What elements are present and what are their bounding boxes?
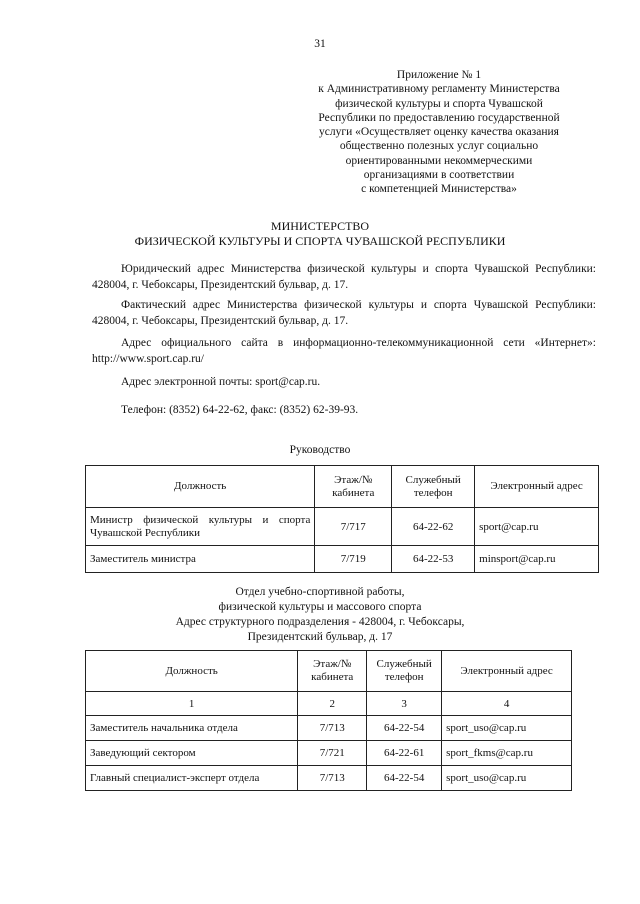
cell-phone: 64-22-53 [392, 546, 475, 573]
table-row [86, 766, 572, 791]
cell-phone: 64-22-62 [392, 508, 475, 546]
annex-line: Республики по предоставлению государственной [318, 111, 560, 124]
email-line: Адрес электронной почты: sport@cap.ru. [121, 376, 321, 388]
legal-address-line: 428004, г. Чебоксары, Президентский бульвар, д. 17. [92, 279, 349, 291]
column-number: 4 [442, 692, 572, 716]
ministry-title-line: МИНИСТЕРСТВО [270, 219, 370, 233]
column-header: Служебный телефон [392, 466, 475, 508]
leadership-heading: Руководство [289, 444, 351, 456]
department-heading-line: Отдел учебно-спортивной работы, [235, 586, 405, 598]
cell-position: Заместитель начальника отдела [86, 716, 298, 741]
leadership-table [85, 465, 599, 573]
cell-position: Министр физической культуры и спорта Чувашской Республики [86, 508, 315, 546]
cell-room: 7/719 [315, 546, 392, 573]
annex-line: с компетенцией Министерства» [361, 183, 517, 196]
table-header-row [86, 466, 599, 508]
annex-line: организациями в соответствии [363, 169, 515, 182]
cell-position: Заведующий сектором [86, 741, 298, 766]
cell-position: Главный специалист-эксперт отдела [86, 766, 298, 791]
cell-room: 7/713 [298, 766, 367, 791]
column-header: Служебный телефон [367, 651, 442, 692]
legal-address [92, 261, 596, 293]
table-row [86, 716, 572, 741]
phone [92, 402, 596, 418]
column-number: 1 [86, 692, 298, 716]
ministry-title-line: ФИЗИЧЕСКОЙ КУЛЬТУРЫ И СПОРТА ЧУВАШСКОЙ РЕСПУБЛИКИ [134, 234, 506, 248]
column-header: Электронный адрес [442, 651, 572, 692]
actual-address [92, 297, 596, 329]
annex-line: общественно полезных услуг социально [339, 140, 539, 153]
table-row [86, 741, 572, 766]
cell-room: 7/717 [315, 508, 392, 546]
annex-line: физической культуры и спорта Чувашской [335, 97, 543, 110]
department-heading-line: Адрес структурного подразделения - 428004, г. Чебоксары, [175, 616, 465, 628]
cell-email: sport_uso@cap.ru [442, 766, 572, 791]
cell-email: sport_fkms@cap.ru [442, 741, 572, 766]
annex-line: к Административному регламенту Министерства [318, 83, 560, 96]
ministry-title [0, 219, 640, 249]
actual-address-line: 428004, г. Чебоксары, Президентский бульвар, д. 17. [92, 315, 349, 327]
email [92, 374, 596, 390]
page-number: 31 [314, 38, 326, 50]
column-number: 3 [367, 692, 442, 716]
department-heading-line: физической культуры и массового спорта [218, 601, 422, 613]
department-heading [0, 585, 640, 645]
column-header: Этаж/№ кабинета [298, 651, 367, 692]
annex-line: услуги «Осуществляет оценку качества оказания [319, 126, 559, 139]
cell-email: sport_uso@cap.ru [442, 716, 572, 741]
table-row [86, 508, 599, 546]
column-header: Этаж/№ кабинета [315, 466, 392, 508]
annex-line: Приложение № 1 [396, 69, 482, 81]
website [92, 335, 596, 367]
phone-line: Телефон: (8352) 64-22-62, факс: (8352) 62-39-93. [121, 404, 359, 416]
table-header-row [86, 651, 572, 692]
column-header: Должность [86, 466, 315, 508]
website-line: Адрес официального сайта в информационно-телекоммуникационной сети «Интернет»: [121, 337, 596, 349]
annex-line: ориентированными некоммерческими [345, 154, 533, 167]
annex-header [306, 68, 572, 197]
cell-position: Заместитель министра [86, 546, 315, 573]
department-table [85, 650, 572, 791]
column-number: 2 [298, 692, 367, 716]
cell-phone: 64-22-54 [367, 716, 442, 741]
cell-email: sport@cap.ru [475, 508, 599, 546]
column-number-row [86, 692, 572, 716]
cell-phone: 64-22-61 [367, 741, 442, 766]
cell-email: minsport@cap.ru [475, 546, 599, 573]
department-heading-line: Президентский бульвар, д. 17 [247, 631, 393, 643]
cell-room: 7/713 [298, 716, 367, 741]
legal-address-line: Юридический адрес Министерства физической культуры и спорта Чувашской Республики: [121, 263, 596, 275]
website-url: http://www.sport.cap.ru/ [92, 353, 205, 365]
table-row [86, 546, 599, 573]
column-header: Электронный адрес [475, 466, 599, 508]
actual-address-line: Фактический адрес Министерства физической культуры и спорта Чувашской Республики: [121, 299, 596, 311]
cell-phone: 64-22-54 [367, 766, 442, 791]
cell-room: 7/721 [298, 741, 367, 766]
column-header: Должность [86, 651, 298, 692]
